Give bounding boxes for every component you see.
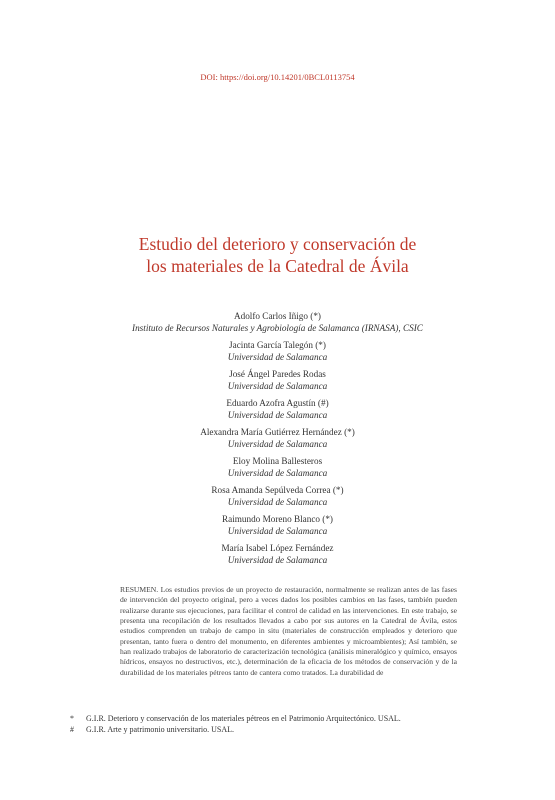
footnote <box>70 713 510 724</box>
author-name: María Isabel López Fernández <box>221 543 334 553</box>
footnote-text: G.I.R. Arte y patrimonio universitario. USAL. <box>86 725 234 734</box>
author-entry <box>60 369 495 392</box>
abstract <box>120 585 457 677</box>
author-name: Eduardo Azofra Agustín (#) <box>226 398 329 408</box>
paper-title <box>60 233 495 277</box>
author-entry <box>60 456 495 479</box>
author-entry <box>60 485 495 508</box>
abstract-text: RESUMEN. Los estudios previos de un proyecto de restauración, normalmente se realizan antes de las fases de intervención del proyecto original, pero a veces dados los posibles cambios en las fases, también pueden realizarse durante sus ejecuciones, para facilitar el control de calidad en las intervenciones. En este trabajo, se presenta una recopilación de los resultados llevados a cabo por sus autores en la Catedral de Ávila, estos estudios comprenden un trabajo de campo in situ (materiales de construcción empleados y deterioro que presentan, tanto fuera o dentro del monumento, en diferentes ambientes y microambientes); Así también, se han realizado trabajos de laboratorio de caracterización tecnológica (análisis mineralógico y químico, ensayos hídricos, ensayos no destructivos, etc.), determinación de la eficacia de los métodos de conservación y de la durabilidad de los materiales pétreos tanto de cantera como tratados. La durabilidad de <box>120 585 457 677</box>
author-name: Eloy Molina Ballesteros <box>232 456 323 466</box>
author-entry <box>60 427 495 450</box>
author-name: José Ángel Paredes Rodas <box>229 369 326 379</box>
author-entry <box>60 398 495 421</box>
author-entry <box>60 340 495 363</box>
author-affiliation: Universidad de Salamanca <box>227 409 328 420</box>
author-name: Jacinta García Talegón (*) <box>229 340 326 350</box>
author-affiliation: Universidad de Salamanca <box>227 467 328 478</box>
author-affiliation: Instituto de Recursos Naturales y Agrobiología de Salamanca (IRNASA), CSIC <box>132 322 423 333</box>
footnote-mark: * <box>70 714 74 723</box>
author-name: Alexandra María Gutiérrez Hernández (*) <box>200 427 355 437</box>
footnotes <box>70 713 510 735</box>
author-name: Raimundo Moreno Blanco (*) <box>222 514 333 524</box>
author-affiliation: Universidad de Salamanca <box>227 554 328 565</box>
author-name: Adolfo Carlos Iñigo (*) <box>233 311 321 321</box>
title-line-1: Estudio del deterioro y conservación de <box>138 234 417 254</box>
author-entry <box>60 311 495 334</box>
author-affiliation: Universidad de Salamanca <box>227 380 328 391</box>
doi-link[interactable]: DOI: https://doi.org/10.14201/0BCL0113754 <box>200 72 355 82</box>
doi-line <box>0 72 555 82</box>
author-name: Rosa Amanda Sepúlveda Correa (*) <box>211 485 344 495</box>
author-entry <box>60 543 495 566</box>
author-affiliation: Universidad de Salamanca <box>227 525 328 536</box>
author-affiliation: Universidad de Salamanca <box>227 496 328 507</box>
title-line-2: los materiales de la Catedral de Ávila <box>146 256 409 276</box>
author-affiliation: Universidad de Salamanca <box>227 351 328 362</box>
footnote-mark: # <box>70 725 74 734</box>
author-entry <box>60 514 495 537</box>
author-list <box>60 311 495 572</box>
author-affiliation: Universidad de Salamanca <box>227 438 328 449</box>
footnote-text: G.I.R. Deterioro y conservación de los materiales pétreos en el Patrimonio Arquitectónico. USAL. <box>86 714 401 723</box>
footnote <box>70 724 510 735</box>
